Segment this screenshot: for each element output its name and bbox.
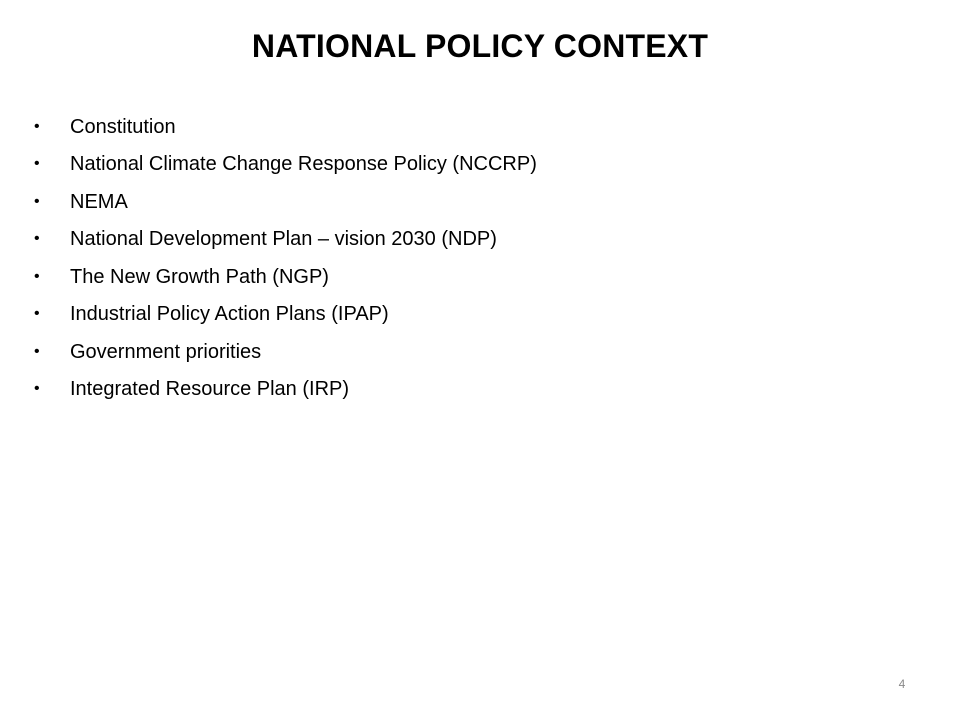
bullet-item-nccrp [34, 146, 894, 184]
bullet-text: NEMA [70, 190, 128, 213]
slide-title: NATIONAL POLICY CONTEXT [251, 28, 709, 64]
bullet-icon: • [34, 305, 40, 323]
bullet-icon: • [34, 342, 40, 360]
bullet-icon: • [34, 155, 40, 173]
bullet-item-government-priorities [34, 333, 894, 371]
bullet-list [34, 108, 894, 408]
bullet-item-constitution [34, 108, 894, 146]
bullet-text: Government priorities [70, 340, 262, 363]
bullet-icon: • [34, 380, 40, 398]
bullet-icon: • [34, 230, 40, 248]
bullet-icon: • [34, 192, 40, 210]
bullet-item-ndp [34, 221, 894, 259]
bullet-item-ngp [34, 258, 894, 296]
bullet-icon: • [34, 267, 40, 285]
bullet-text: Integrated Resource Plan (IRP) [70, 378, 350, 401]
page-number: 4 [898, 677, 906, 691]
bullet-text: National Development Plan – vision 2030 (NDP) [70, 228, 497, 251]
bullet-text: National Climate Change Response Policy (NCCRP) [70, 153, 537, 176]
bullet-text: Constitution [70, 115, 176, 138]
bullet-item-irp [34, 371, 894, 409]
bullet-icon: • [34, 117, 40, 135]
bullet-text: Industrial Policy Action Plans (IPAP) [70, 303, 389, 326]
bullet-item-nema [34, 183, 894, 221]
bullet-item-ipap [34, 296, 894, 334]
bullet-text: The New Growth Path (NGP) [70, 265, 329, 288]
